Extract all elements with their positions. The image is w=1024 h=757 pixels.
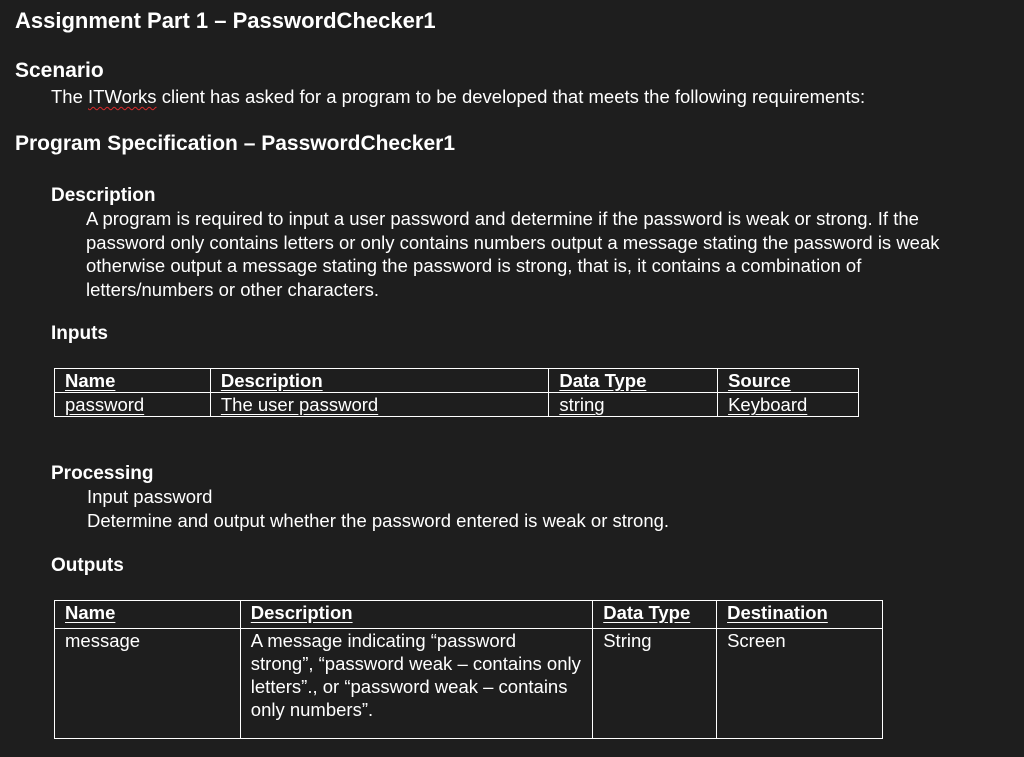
scenario-heading: Scenario <box>15 59 104 82</box>
description-line: password only contains letters or only contains numbers output a message stating the password is weak <box>86 231 940 253</box>
processing-line: Input password <box>87 486 213 507</box>
scenario-text-suffix: client has asked for a program to be developed that meets the following requirements: <box>156 86 866 107</box>
document-title: Assignment Part 1 – PasswordChecker1 <box>15 8 436 33</box>
table-cell: message <box>55 629 241 739</box>
outputs-table <box>54 600 883 739</box>
inputs-heading: Inputs <box>51 323 108 344</box>
description-body <box>86 207 1016 301</box>
description-line: A program is required to input a user password and determine if the password is weak or strong. If the <box>86 208 919 229</box>
header-cell: Name <box>55 601 241 629</box>
spellcheck-word-itworks[interactable]: ITWorks <box>88 86 157 107</box>
table-cell: String <box>593 629 717 739</box>
table-cell: password <box>55 393 211 417</box>
table-header-row <box>55 369 859 393</box>
description-line: otherwise output a message stating the password is strong, that is, it contains a combination of <box>86 255 862 276</box>
table-row <box>55 393 859 417</box>
header-cell: Destination <box>717 601 883 629</box>
processing-heading: Processing <box>51 463 154 484</box>
header-cell: Data Type <box>549 369 718 393</box>
table-cell: A message indicating “password strong”, “password weak – contains only letters”., or “password weak – contains only numbers”. <box>240 629 592 739</box>
scenario-text-prefix: The <box>51 86 89 107</box>
spec-heading: Program Specification – PasswordChecker1 <box>15 132 456 155</box>
table-cell: Keyboard <box>718 393 859 417</box>
scenario-text <box>51 86 865 108</box>
outputs-heading: Outputs <box>51 555 124 576</box>
table-cell: Screen <box>717 629 883 739</box>
header-cell: Source <box>718 369 859 393</box>
header-cell: Description <box>240 601 592 629</box>
inputs-table <box>54 368 859 417</box>
header-cell: Data Type <box>593 601 717 629</box>
table-header-row <box>55 601 883 629</box>
header-cell: Name <box>55 369 211 393</box>
description-heading: Description <box>51 185 156 206</box>
table-row <box>55 629 883 739</box>
table-cell: The user password <box>210 393 548 417</box>
description-line: letters/numbers or other characters. <box>86 278 380 300</box>
table-cell: string <box>549 393 718 417</box>
header-cell: Description <box>210 369 548 393</box>
processing-line: Determine and output whether the password entered is weak or strong. <box>87 510 670 531</box>
